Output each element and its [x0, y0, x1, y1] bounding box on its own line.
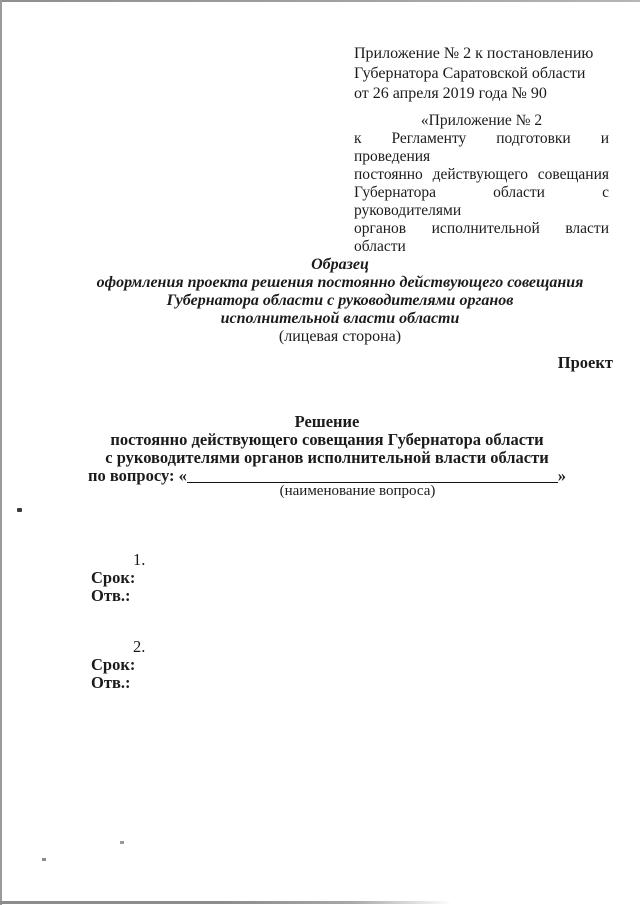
scan-artifact-dot — [17, 508, 22, 512]
decision-heading-line: постоянно действующего совещания Губернатора области — [110, 430, 544, 449]
appendix-ref-line: Губернатора Саратовской области — [354, 65, 586, 82]
sample-title-block — [60, 256, 620, 346]
scan-artifact-dot — [42, 858, 46, 861]
item-term-label: Срок: — [91, 568, 136, 587]
item-number: 2. — [133, 637, 146, 656]
regulation-reference-block — [354, 112, 609, 256]
scan-edge-bottom — [0, 901, 452, 904]
question-caption: (наименование вопроса) — [279, 483, 436, 499]
scan-edge-top — [0, 0, 640, 2]
regulation-ref-title: «Приложение № 2 — [420, 112, 543, 129]
item-term-label: Срок: — [91, 655, 136, 674]
appendix-ref-line: от 26 апреля 2019 года № 90 — [354, 85, 547, 102]
decision-heading-line: Решение — [294, 412, 360, 431]
regulation-ref-line: к Регламенту подготовки и проведения — [354, 130, 609, 165]
scan-artifact-dot — [120, 841, 124, 844]
item-number: 1. — [133, 550, 146, 569]
sample-title-line: Образец — [311, 256, 369, 273]
decision-item-1 — [91, 551, 391, 605]
appendix-reference-block — [354, 44, 606, 104]
item-responsible-label: Отв.: — [91, 586, 131, 605]
decision-item-2 — [91, 638, 391, 692]
blank-underline — [187, 467, 558, 483]
scan-edge-left — [0, 0, 2, 905]
sample-title-line: исполнительной власти области — [220, 310, 460, 327]
decision-heading-block — [88, 413, 566, 485]
question-suffix: » — [557, 466, 566, 485]
question-prefix: по вопросу: « — [88, 466, 187, 485]
draft-label: Проект — [557, 353, 613, 372]
regulation-ref-line: органов исполнительной власти области — [354, 220, 609, 255]
sample-title-line: оформления проекта решения постоянно действующего совещания — [96, 274, 584, 291]
decision-heading-line: с руководителями органов исполнительной власти области — [105, 448, 549, 467]
regulation-ref-line: постоянно действующего совещания — [354, 166, 609, 183]
regulation-ref-line: Губернатора области с руководителями — [354, 184, 609, 219]
sample-title-side-note: (лицевая сторона) — [278, 328, 402, 345]
item-responsible-label: Отв.: — [91, 673, 131, 692]
appendix-ref-line: Приложение № 2 к постановлению — [354, 45, 594, 62]
sample-title-line: Губернатора области с руководителями органов — [166, 292, 514, 309]
